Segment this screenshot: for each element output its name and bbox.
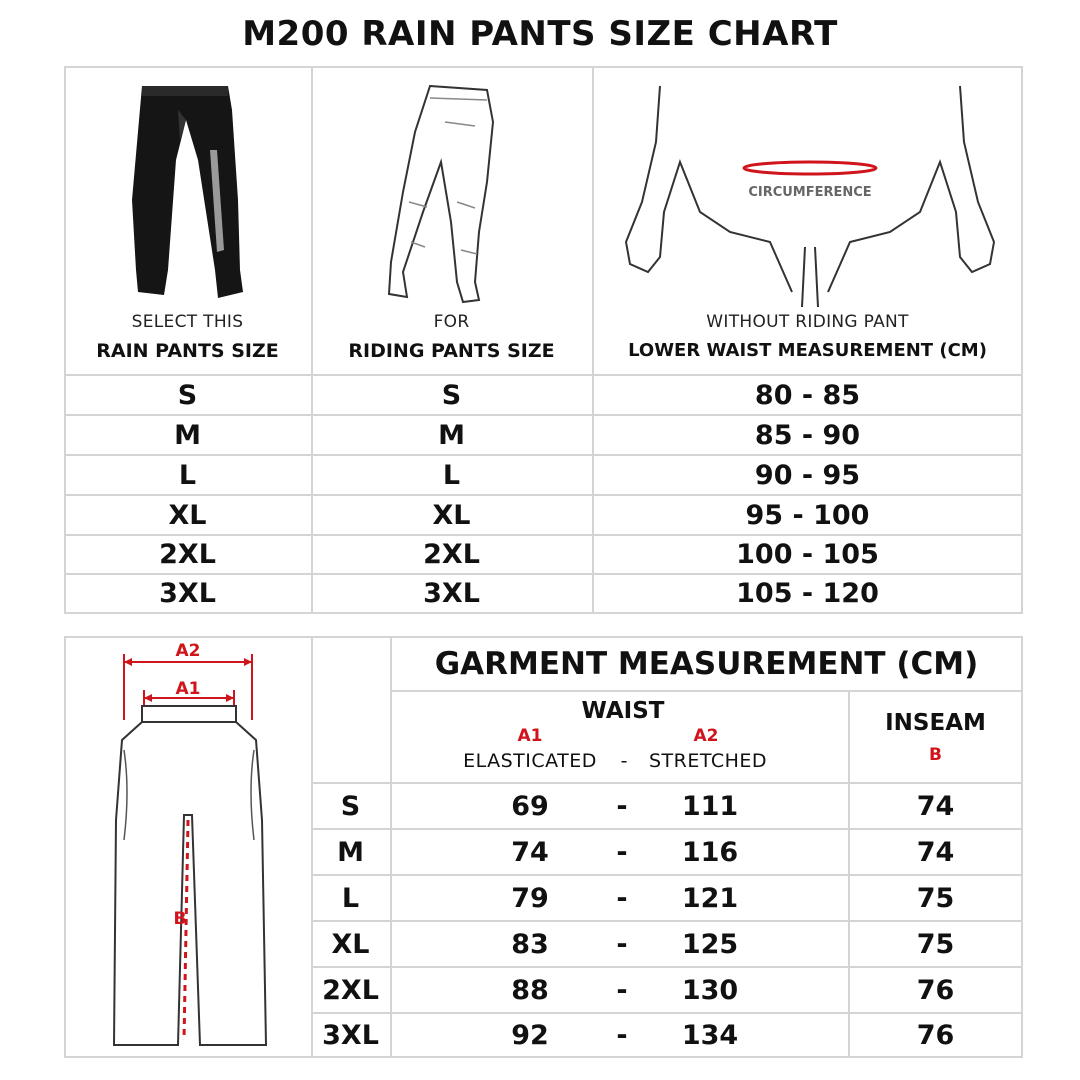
b-header: B <box>929 745 942 765</box>
garment-row-inseam: 75 <box>916 929 955 960</box>
page-title: M200 RAIN PANTS SIZE CHART <box>242 14 838 54</box>
garment-row-size: M <box>337 837 364 868</box>
size-row-riding: 2XL <box>423 539 480 570</box>
garment-row-size: 2XL <box>322 975 379 1006</box>
garment-row-size: XL <box>331 929 370 960</box>
garment-row-elasticated: 88 <box>511 975 549 1006</box>
size-row-rain: S <box>177 380 198 411</box>
col2-caption-small: FOR <box>433 312 470 332</box>
garment-row-dash: - <box>616 929 628 960</box>
garment-row-elasticated: 83 <box>511 929 549 960</box>
diagram-label-a1: A1 <box>175 679 201 699</box>
garment-row-size: L <box>341 883 360 914</box>
garment-row-stretched: 116 <box>681 837 739 868</box>
garment-row-inseam: 74 <box>916 791 955 822</box>
size-row-rain: 3XL <box>159 578 216 609</box>
garment-row-size: 3XL <box>322 1020 379 1051</box>
waist-dash: - <box>620 750 628 772</box>
garment-row-inseam: 74 <box>916 837 955 868</box>
circumference-label: CIRCUMFERENCE <box>748 185 872 200</box>
size-row-riding: M <box>438 420 465 451</box>
size-row-riding: 3XL <box>423 578 480 609</box>
size-row-riding: XL <box>432 500 471 531</box>
waist-header: WAIST <box>581 698 665 724</box>
size-row-waist: 90 - 95 <box>754 460 861 491</box>
garment-row-dash: - <box>616 1020 628 1051</box>
size-row-rain: L <box>178 460 197 491</box>
rain-pants-image <box>120 80 250 305</box>
a1-header: A1 <box>517 726 543 746</box>
garment-row-elasticated: 79 <box>511 883 549 914</box>
garment-row-stretched: 134 <box>681 1020 739 1051</box>
elasticated-header: ELASTICATED <box>463 750 597 772</box>
diagram-label-a2: A2 <box>175 641 201 661</box>
riding-pants-image <box>375 82 525 307</box>
size-row-rain: 2XL <box>159 539 216 570</box>
size-row-waist: 105 - 120 <box>736 578 879 609</box>
garment-row-inseam: 75 <box>916 883 955 914</box>
garment-row-inseam: 76 <box>916 1020 955 1051</box>
garment-row-elasticated: 92 <box>511 1020 549 1051</box>
garment-row-stretched: 111 <box>681 791 739 822</box>
garment-title: GARMENT MEASUREMENT (CM) <box>434 646 979 682</box>
size-row-riding: L <box>442 460 461 491</box>
garment-row-elasticated: 69 <box>511 791 549 822</box>
stretched-header: STRETCHED <box>648 750 768 772</box>
garment-row-dash: - <box>616 975 628 1006</box>
garment-row-elasticated: 74 <box>511 837 549 868</box>
size-row-waist: 100 - 105 <box>736 539 879 570</box>
garment-row-stretched: 125 <box>681 929 739 960</box>
diagram-label-b: B <box>173 909 187 929</box>
size-row-waist: 95 - 100 <box>745 500 870 531</box>
size-row-rain: M <box>174 420 201 451</box>
garment-row-inseam: 76 <box>916 975 955 1006</box>
size-row-waist: 85 - 90 <box>754 420 861 451</box>
garment-row-dash: - <box>616 883 628 914</box>
garment-row-dash: - <box>616 791 628 822</box>
garment-diagram <box>100 640 290 1055</box>
garment-row-stretched: 121 <box>681 883 739 914</box>
size-row-riding: S <box>441 380 462 411</box>
a2-header: A2 <box>693 726 719 746</box>
garment-row-dash: - <box>616 837 628 868</box>
col3-caption-small: WITHOUT RIDING PANT <box>706 312 909 332</box>
size-row-waist: 80 - 85 <box>754 380 861 411</box>
col1-caption-small: SELECT THIS <box>131 312 244 332</box>
col2-caption-bold: RIDING PANTS SIZE <box>348 340 555 362</box>
garment-row-stretched: 130 <box>681 975 739 1006</box>
waist-diagram <box>620 82 1000 307</box>
garment-row-size: S <box>340 791 361 822</box>
col1-caption-bold: RAIN PANTS SIZE <box>96 340 279 362</box>
col3-caption-bold: LOWER WAIST MEASUREMENT (CM) <box>628 340 987 361</box>
size-row-rain: XL <box>168 500 207 531</box>
inseam-header: INSEAM <box>885 710 986 736</box>
